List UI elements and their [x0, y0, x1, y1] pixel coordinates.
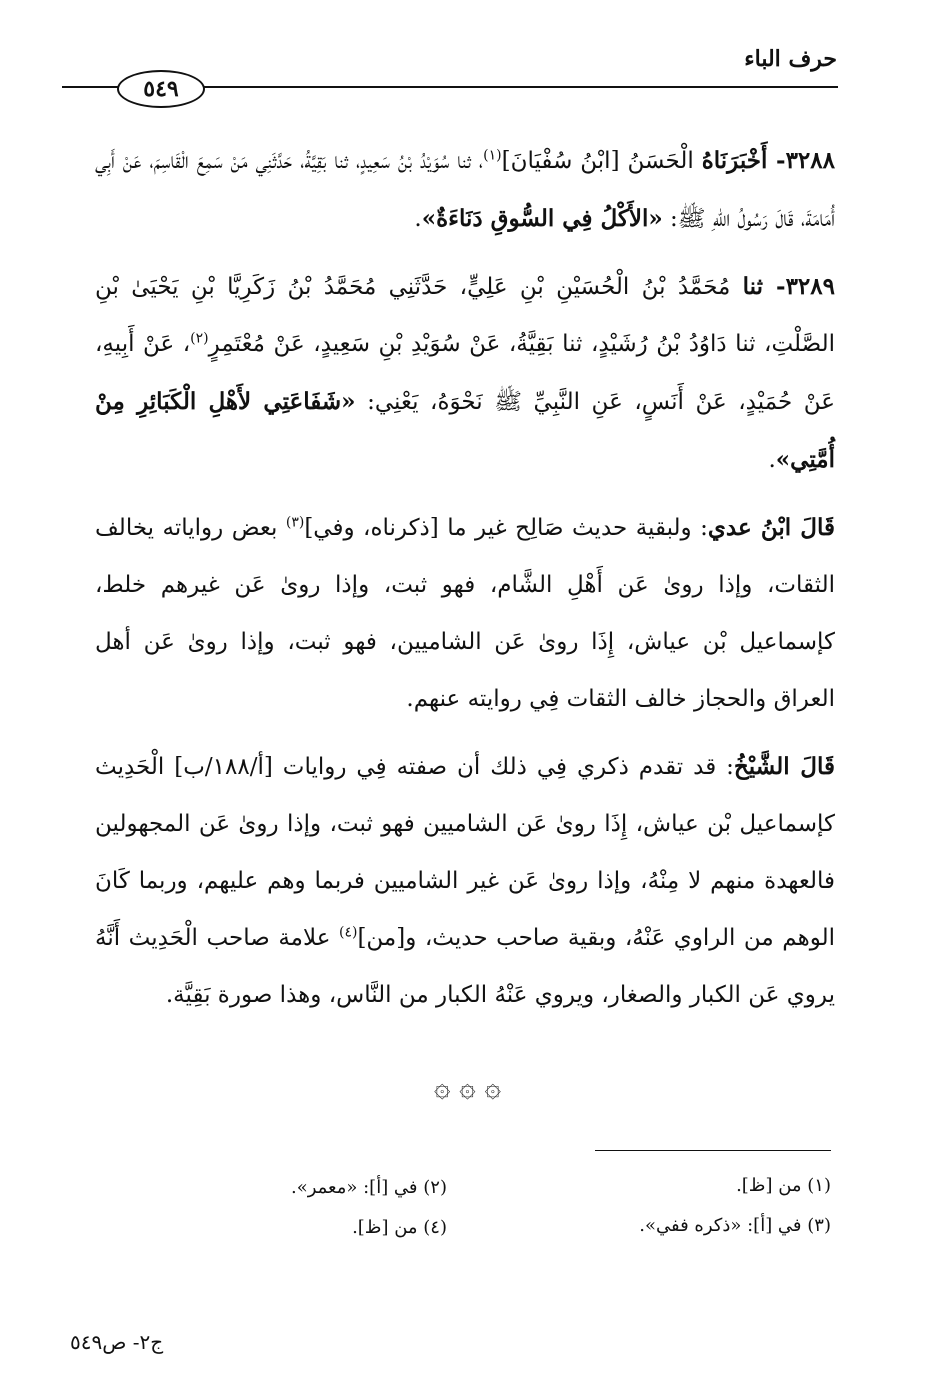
- page-number: ٥٤٩: [143, 76, 179, 102]
- commentary-text: : قد تقدم ذكري فِي ذلك أن صفته فِي روايات [أ/١٨٨/ب] الْحَدِيث كإسماعيل بْن عياش، إِذَا روىٰ عَن الشاميين فهو ثبت، وإذا روىٰ عَن المجهولين فالعهدة منهم لا مِنْهُ، وإذا روىٰ عَن غير الشاميين فربما وهم عليهم، وربما كَانَ الوهم من الراوي عَنْهُ، وبقية صاحب حديث، و[من]: [95, 754, 835, 951]
- entry-number: ٣٢٨٨-: [767, 147, 835, 174]
- running-head: حرف الباء: [744, 46, 837, 72]
- footnote-rule: [595, 1150, 831, 1151]
- entry-text: ، ثنا سُوَيْدُ بْنُ سَعِيدٍ، ثنا بَقِيَّةُ، حَدَّثَنِي مَنْ سَمِعَ الْقَاسِمَ، عَنْ أَبِي أُمَامَةَ، قَالَ رَسُولُ اللهِ ﷺ:: [95, 148, 835, 232]
- commentary-text: بعض رواياته يخالف الثقات، وإذا روىٰ عَن أَهْلِ الشَّام، فهو ثبت، وإذا روىٰ عَن غيرهم خلط، كإسماعيل بْن عياش، إِذَا روىٰ عَن الشاميين، فهو ثبت، وإذا روىٰ عَن أهل العراق والحجاز خالف الثقات فِي روايته عنهم.: [95, 515, 835, 712]
- hadith-entry: [95, 258, 835, 489]
- entry-text: مُحَمَّدُ بْنُ الْحُسَيْنِ بْنِ عَلِيٍّ، حَدَّثَنِي مُحَمَّدُ بْنُ زَكَرِيَّا بْنِ يَحْيَىٰ بْنِ الصَّلْتِ، ثنا دَاوُدُ بْنُ رُشَيْدٍ، ثنا بَقِيَّةُ، عَنْ سُوَيْدِ بْنِ سَعِيدٍ، عَنْ مُعْتَمِرٍ: [95, 274, 836, 357]
- commentary-lead: قَالَ الشَّيْخُ: [733, 753, 835, 780]
- footnote: (٤) من [ظ].: [352, 1217, 447, 1238]
- commentary-paragraph: [95, 499, 835, 728]
- hadith-text: «الأَكْلُ فِي السُّوقِ دَنَاءَةٌ»: [421, 205, 663, 232]
- commentary-paragraph: [95, 738, 835, 1024]
- footnote-marker: (٤): [338, 924, 358, 941]
- footnote: (٢) في [أ]: «معمر».: [290, 1177, 447, 1198]
- footnote-marker: (٣): [285, 514, 305, 531]
- commentary-text: : ولبقية حديث صَالِح غير ما [ذكرناه، وفي]: [304, 515, 708, 541]
- entry-text: ، عَنْ أَبِيهِ، عَنْ حُمَيْدٍ، عَنْ أَنَسٍ، عَنِ النَّبِيِّ ﷺ نَحْوَهُ، يَعْنِي:: [95, 331, 835, 415]
- hadith-entry: [95, 132, 835, 248]
- ornament-divider-icon: ۞ ۞ ۞: [433, 1070, 502, 1103]
- entry-number: ٣٢٨٩-: [763, 273, 835, 300]
- commentary-text: علامة صاحب الْحَدِيث أَنَّهُ يروي عَن الكبار والصغار، ويروي عَنْهُ الكبار من النَّاس، وهذا صورة بَقِيَّة.: [95, 925, 835, 1008]
- page-number-oval: [117, 70, 205, 108]
- entry-end: .: [768, 447, 776, 473]
- entry-text: الْحَسَنُ [ابْنُ سُفْيَانَ]: [501, 148, 702, 174]
- body-text: [95, 132, 835, 1034]
- volume-page-reference: ج٢- ص٥٤٩: [70, 1330, 164, 1354]
- footnote: (١) من [ظ].: [736, 1175, 831, 1196]
- entry-lead: ثنا: [742, 273, 764, 300]
- footnote-marker: (١): [483, 147, 502, 164]
- entry-end: .: [414, 206, 422, 232]
- entry-lead: أَخْبَرَنَاهُ: [701, 147, 768, 174]
- footnote: (٣) في [أ]: «ذكره ففي».: [639, 1215, 831, 1236]
- commentary-lead: قَالَ ابْنُ عدي: [707, 514, 835, 541]
- hadith-text: «شَفَاعَتِي لأَهْلِ الْكَبَائِرِ مِنْ أُمَّتِي»: [95, 388, 835, 473]
- footnote-marker: (٢): [190, 330, 209, 347]
